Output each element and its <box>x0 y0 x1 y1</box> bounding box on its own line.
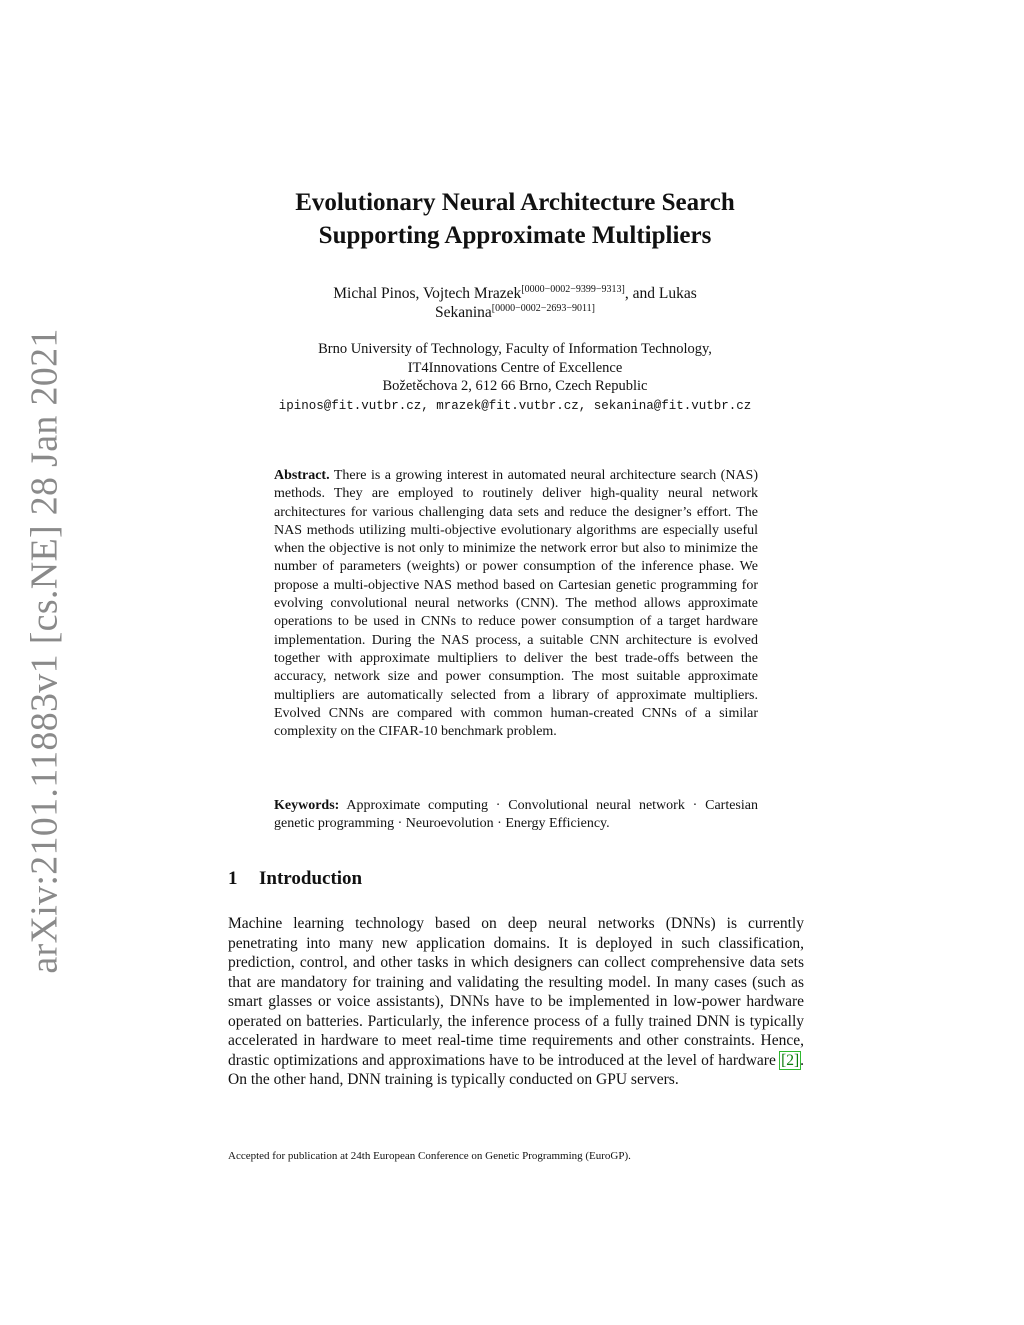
author-emails: ipinos@fit.vutbr.cz, mrazek@fit.vutbr.cz, sekanina@fit.vutbr.cz <box>278 398 752 413</box>
orcid-sekanina: [0000−0002−2693−9011] <box>491 303 596 314</box>
title-line-2: Supporting Approximate Multipliers <box>318 222 712 249</box>
section-heading <box>228 868 362 890</box>
author-names-cont: , and Lukas <box>624 285 697 302</box>
section-title: Introduction <box>259 868 363 889</box>
section-number: 1 <box>228 868 238 889</box>
orcid-mrazek: [0000−0002−9399−9313] <box>521 284 625 295</box>
affiliation-line-2: IT4Innovations Centre of Excellence <box>407 359 623 376</box>
affiliation-address: Božetěchova 2, 612 66 Brno, Czech Republic <box>382 378 648 394</box>
author-sekanina: Sekanina <box>434 304 492 321</box>
abstract-text: There is a growing interest in automated neural architecture search (NAS) methods. They are employed to routinely deliver high-quality neural network architectures for various challenging data sets and reduce the designer’s effort. The NAS methods utilizing multi-objective evolutionary algorithms are especially useful when the objective is not only to minimize the network error but also to minimize the number of parameters (weights) or power consumption of the inference phase. We propose a multi-objective NAS method based on Cartesian genetic programming for evolving convolutional neural networks (CNN). The method allows approximate operations to be used in CNNs to reduce power consumption of a target hardware implementation. During the NAS process, a suitable CNN architecture is evolved together with approximate multipliers to deliver the best trade-offs between the accuracy, network size and power consumption. The most suitable approximate multipliers are automatically selected from a library of approximate multipliers. Evolved CNNs are compared with common human-created CNNs of a similar complexity on the CIFAR-10 benchmark problem. <box>274 468 759 740</box>
affiliation-line-1: Brno University of Technology, Faculty of Information Technology, <box>318 341 712 357</box>
intro-text-end: On the other hand, DNN training is typically conducted on GPU servers. <box>228 1071 679 1088</box>
author-names: Michal Pinos, Vojtech Mrazek <box>333 285 522 302</box>
authors-line-1 <box>228 284 802 303</box>
intro-punctuation: . <box>800 1051 805 1069</box>
keywords <box>274 797 758 834</box>
abstract-label: Abstract. <box>274 468 330 483</box>
keywords-label: Keywords: <box>274 798 340 813</box>
footnote: Accepted for publication at 24th European Conference on Genetic Programming (EuroGP). <box>228 1150 631 1162</box>
keywords-text: Approximate computing · Convolutional neural network · Cartesian genetic programming · Neuroevolution · Energy Efficiency. <box>274 798 758 832</box>
abstract <box>274 467 758 741</box>
citation-link[interactable]: [2] <box>781 1051 800 1069</box>
authors <box>228 284 802 322</box>
arxiv-stamp <box>24 328 66 974</box>
paper-title <box>228 186 802 252</box>
authors-line-2 <box>228 303 802 322</box>
introduction-paragraph <box>228 914 804 1090</box>
intro-text: Machine learning technology based on deep neural networks (DNNs) is currently penetrating into many new application domains. It is deployed in such classification, prediction, control, and other tasks in which designers can collect comprehensive data sets that are mandatory for training and validating the resulting model. In many cases (such as smart glasses or voice assistants), DNNs have to be implemented in low-power hardware operated on batteries. Particularly, the inference process of a fully trained DNN is typically accelerated in hardware to meet real-time time requirements and other constraints. Hence, drastic optimizations and approximations have to be introduced at the level of hardware <box>228 915 804 1069</box>
arxiv-identifier: arXiv:2101.11883v1 [cs.NE] 28 Jan 2021 <box>24 328 66 974</box>
affiliation <box>228 340 802 415</box>
title-line-1: Evolutionary Neural Architecture Search <box>295 189 735 216</box>
